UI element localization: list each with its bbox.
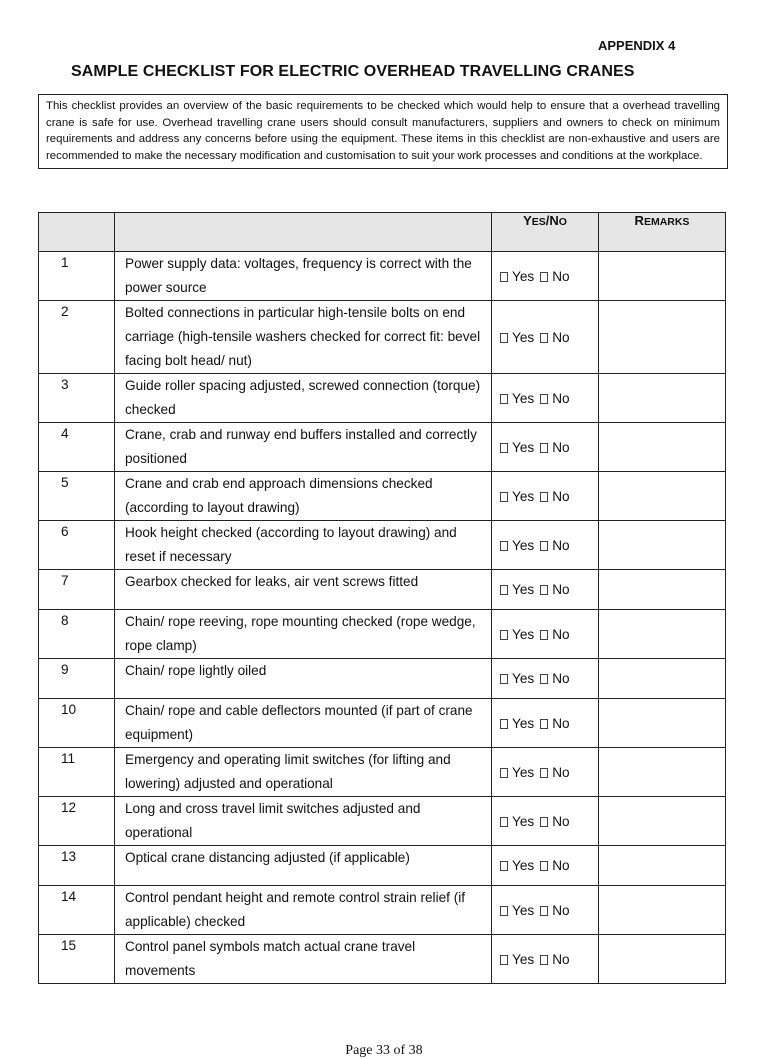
- no-checkbox[interactable]: [540, 541, 548, 551]
- yes-no-cell: [492, 846, 599, 886]
- yes-label: Yes: [512, 537, 535, 553]
- row-number: 13: [39, 846, 115, 886]
- yes-label: Yes: [512, 902, 535, 918]
- row-number: 3: [39, 374, 115, 423]
- no-checkbox[interactable]: [540, 492, 548, 502]
- yes-checkbox[interactable]: [500, 333, 508, 343]
- no-checkbox[interactable]: [540, 719, 548, 729]
- yes-no-cell: [492, 748, 599, 797]
- yes-no-cell: [492, 423, 599, 472]
- page-footer: Page 33 of 38: [345, 1043, 423, 1058]
- yes-label: Yes: [512, 764, 535, 780]
- yes-label: Yes: [512, 390, 535, 406]
- no-label: No: [552, 671, 570, 686]
- yes-no-cell: [492, 301, 599, 374]
- remarks-cell[interactable]: [599, 846, 726, 886]
- appendix-label: APPENDIX 4: [598, 38, 676, 53]
- yes-checkbox[interactable]: [500, 817, 508, 827]
- yes-label: Yes: [512, 268, 535, 284]
- remarks-cell[interactable]: [599, 374, 726, 423]
- no-label: No: [552, 858, 570, 873]
- yes-checkbox[interactable]: [500, 585, 508, 595]
- no-label: No: [552, 813, 570, 829]
- yes-label: Yes: [512, 951, 535, 967]
- no-label: No: [552, 537, 570, 553]
- no-checkbox[interactable]: [540, 630, 548, 640]
- no-checkbox[interactable]: [540, 394, 548, 404]
- remarks-cell[interactable]: [599, 301, 726, 374]
- yes-label: Yes: [512, 439, 535, 455]
- yes-label: Yes: [512, 858, 535, 873]
- table-row: [39, 301, 726, 374]
- yes-label: Yes: [512, 626, 535, 642]
- row-number: 15: [39, 935, 115, 984]
- row-item-text: Chain/ rope and cable deflectors mounted (if part of crane equipment): [115, 699, 492, 748]
- remarks-cell[interactable]: [599, 748, 726, 797]
- yes-no-cell: [492, 570, 599, 610]
- no-checkbox[interactable]: [540, 443, 548, 453]
- table-row: [39, 423, 726, 472]
- no-label: No: [552, 715, 570, 731]
- table-row: [39, 935, 726, 984]
- remarks-cell[interactable]: [599, 423, 726, 472]
- row-number: 9: [39, 659, 115, 699]
- no-label: No: [552, 626, 570, 642]
- row-item-text: Emergency and operating limit switches (for lifting and lowering) adjusted and operational: [115, 748, 492, 797]
- yes-no-cell: [492, 472, 599, 521]
- no-checkbox[interactable]: [540, 272, 548, 282]
- table-row: [39, 659, 726, 699]
- remarks-cell[interactable]: [599, 699, 726, 748]
- row-number: 10: [39, 699, 115, 748]
- row-item-text: Power supply data: voltages, frequency is correct with the power source: [115, 252, 492, 301]
- remarks-cell[interactable]: [599, 252, 726, 301]
- remarks-cell[interactable]: [599, 659, 726, 699]
- yes-checkbox[interactable]: [500, 955, 508, 965]
- row-item-text: Control pendant height and remote control strain relief (if applicable) checked: [115, 886, 492, 935]
- no-checkbox[interactable]: [540, 585, 548, 595]
- table-row: [39, 570, 726, 610]
- row-item-text: Crane, crab and runway end buffers installed and correctly positioned: [115, 423, 492, 472]
- row-item-text: Gearbox checked for leaks, air vent screws fitted: [115, 570, 492, 610]
- page-title: SAMPLE CHECKLIST FOR ELECTRIC OVERHEAD TRAVELLING CRANES: [71, 63, 635, 80]
- yes-checkbox[interactable]: [500, 394, 508, 404]
- yes-label: Yes: [512, 329, 535, 345]
- no-checkbox[interactable]: [540, 333, 548, 343]
- row-number: 11: [39, 748, 115, 797]
- remarks-cell[interactable]: [599, 570, 726, 610]
- yes-no-cell: [492, 699, 599, 748]
- remarks-cell[interactable]: [599, 521, 726, 570]
- yes-checkbox[interactable]: [500, 492, 508, 502]
- remarks-cell[interactable]: [599, 797, 726, 846]
- row-number: 7: [39, 570, 115, 610]
- table-row: [39, 252, 726, 301]
- table-row: [39, 472, 726, 521]
- yes-no-cell: [492, 935, 599, 984]
- table-row: [39, 374, 726, 423]
- yes-label: Yes: [512, 488, 535, 504]
- no-checkbox[interactable]: [540, 817, 548, 827]
- header-item-cell: [115, 213, 492, 252]
- row-item-text: Long and cross travel limit switches adjusted and operational: [115, 797, 492, 846]
- row-item-text: Guide roller spacing adjusted, screwed connection (torque) checked: [115, 374, 492, 423]
- yes-checkbox[interactable]: [500, 861, 508, 871]
- no-label: No: [552, 764, 570, 780]
- yes-checkbox[interactable]: [500, 541, 508, 551]
- table-row: [39, 846, 726, 886]
- header-number-cell: [39, 213, 115, 252]
- no-checkbox[interactable]: [540, 674, 548, 684]
- no-checkbox[interactable]: [540, 955, 548, 965]
- yes-checkbox[interactable]: [500, 630, 508, 640]
- no-label: No: [552, 439, 570, 455]
- row-item-text: Optical crane distancing adjusted (if applicable): [115, 846, 492, 886]
- yes-no-cell: [492, 659, 599, 699]
- header-remarks: REMARKS: [599, 213, 726, 252]
- row-item-text: Chain/ rope lightly oiled: [115, 659, 492, 699]
- yes-no-cell: [492, 374, 599, 423]
- row-item-text: Hook height checked (according to layout drawing) and reset if necessary: [115, 521, 492, 570]
- checklist-table: [38, 212, 726, 984]
- yes-checkbox[interactable]: [500, 906, 508, 916]
- no-checkbox[interactable]: [540, 768, 548, 778]
- row-number: 4: [39, 423, 115, 472]
- remarks-cell[interactable]: [599, 472, 726, 521]
- intro-box: This checklist provides an overview of the basic requirements to be checked which would help to ensure that a overhead travelling crane is safe for use. Overhead travelling crane users should consult manufacturers, suppliers and owners to check on minimum requirements and address any concerns before using the equipment. These items in this checklist are non-exhaustive and users are recommended to make the necessary modification and customisation to suit your work processes and conditions at the workplace.: [38, 94, 728, 169]
- yes-checkbox[interactable]: [500, 719, 508, 729]
- row-number: 1: [39, 252, 115, 301]
- table-row: [39, 886, 726, 935]
- no-checkbox[interactable]: [540, 906, 548, 916]
- remarks-cell[interactable]: [599, 886, 726, 935]
- row-number: 8: [39, 610, 115, 659]
- row-item-text: Bolted connections in particular high-tensile bolts on end carriage (high-tensile washers checked for correct fit: bevel facing bolt head/ nut): [115, 301, 492, 374]
- header-yes-no: YES/NO: [492, 213, 599, 252]
- row-number: 12: [39, 797, 115, 846]
- row-item-text: Control panel symbols match actual crane travel movements: [115, 935, 492, 984]
- no-label: No: [552, 902, 570, 918]
- row-number: 6: [39, 521, 115, 570]
- table-row: [39, 521, 726, 570]
- yes-label: Yes: [512, 813, 535, 829]
- table-row: [39, 610, 726, 659]
- yes-checkbox[interactable]: [500, 768, 508, 778]
- no-checkbox[interactable]: [540, 861, 548, 871]
- yes-checkbox[interactable]: [500, 443, 508, 453]
- yes-no-cell: [492, 886, 599, 935]
- no-label: No: [552, 488, 570, 504]
- table-row: [39, 748, 726, 797]
- yes-no-cell: [492, 610, 599, 659]
- row-number: 2: [39, 301, 115, 374]
- yes-label: Yes: [512, 671, 535, 686]
- yes-checkbox[interactable]: [500, 272, 508, 282]
- yes-checkbox[interactable]: [500, 674, 508, 684]
- no-label: No: [552, 268, 570, 284]
- remarks-cell[interactable]: [599, 935, 726, 984]
- no-label: No: [552, 582, 570, 597]
- no-label: No: [552, 329, 570, 345]
- no-label: No: [552, 390, 570, 406]
- yes-no-cell: [492, 521, 599, 570]
- row-number: 14: [39, 886, 115, 935]
- yes-label: Yes: [512, 715, 535, 731]
- row-item-text: Crane and crab end approach dimensions checked (according to layout drawing): [115, 472, 492, 521]
- yes-no-cell: [492, 252, 599, 301]
- table-row: [39, 699, 726, 748]
- remarks-cell[interactable]: [599, 610, 726, 659]
- no-label: No: [552, 951, 570, 967]
- table-header-row: [39, 213, 726, 252]
- yes-no-cell: [492, 797, 599, 846]
- table-row: [39, 797, 726, 846]
- row-number: 5: [39, 472, 115, 521]
- yes-label: Yes: [512, 582, 535, 597]
- row-item-text: Chain/ rope reeving, rope mounting checked (rope wedge, rope clamp): [115, 610, 492, 659]
